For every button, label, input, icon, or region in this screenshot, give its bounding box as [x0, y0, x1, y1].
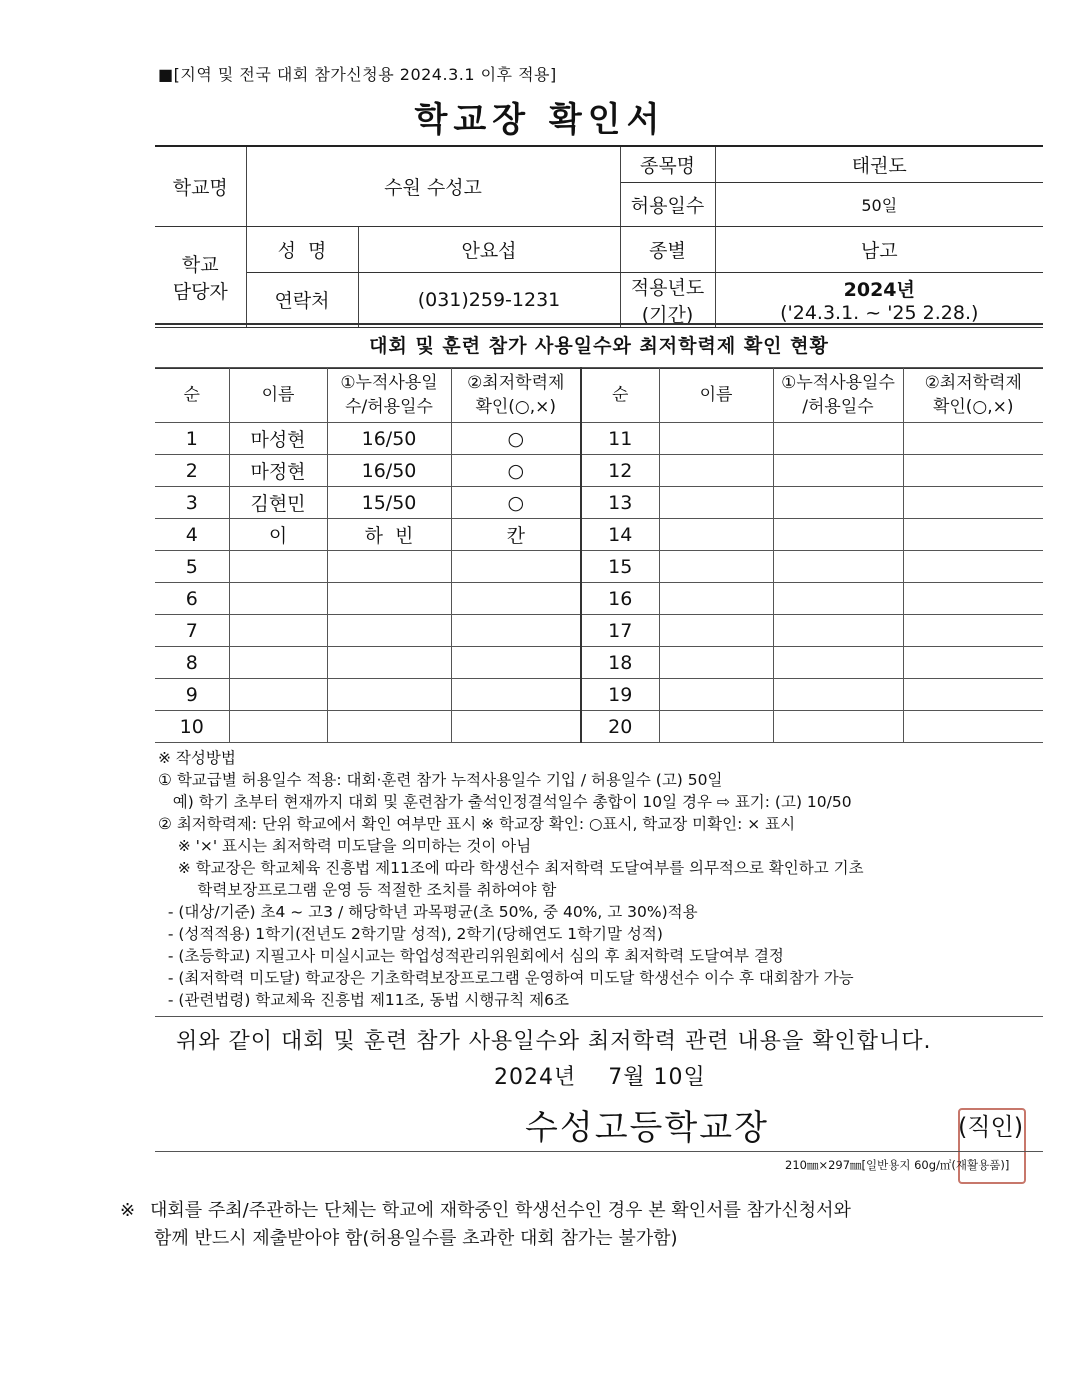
- manager-label: [155, 226, 246, 327]
- notes: [158, 747, 1058, 1011]
- roster-name-right: [659, 551, 773, 583]
- roster-check: [451, 647, 581, 679]
- roster-check-right: [903, 423, 1043, 455]
- table-row: [155, 615, 1043, 647]
- roster-no: 7: [155, 615, 229, 647]
- sport-label: 종목명: [620, 146, 715, 182]
- roster-days-right: [773, 487, 903, 519]
- roster-no: 5: [155, 551, 229, 583]
- roster-days: [327, 583, 451, 615]
- roster-name-right: [659, 455, 773, 487]
- document-title: 학교장 확인서: [414, 100, 666, 140]
- gender-label: 종별: [620, 226, 715, 272]
- roster-no-right: 12: [581, 455, 659, 487]
- roster-check-right: [903, 615, 1043, 647]
- allowed-days-value: 50일: [715, 182, 1043, 226]
- note-line: ② 최저학력제: 단위 학교에서 확인 여부만 표시 ※ 학교장 확인: ○표시, 학교장 미확인: × 표시: [158, 815, 796, 833]
- sport-value: 태권도: [715, 146, 1043, 182]
- roster-check: [451, 711, 581, 743]
- footer-line1: 대회를 주최/주관하는 단체는 학교에 재학중인 학생선수인 경우 본 확인서를 참가신청서와: [150, 1200, 851, 1221]
- roster-check-right: [903, 455, 1043, 487]
- header-days: [327, 368, 451, 423]
- roster-days-right: [773, 519, 903, 551]
- signer-title: 수성고등학교장: [525, 1108, 769, 1148]
- roster-no-right: 18: [581, 647, 659, 679]
- name-label: 성 명: [246, 226, 358, 272]
- roster-table: [155, 367, 1043, 743]
- roster-no-right: 11: [581, 423, 659, 455]
- note-line: 예) 학기 초부터 현재까지 대회 및 훈련참가 출석인정결석일수 총합이 10일 경우 ⇨ 표기: (고) 10/50: [158, 793, 852, 811]
- note-line: ※ '×' 표시는 최저학력 미도달을 의미하는 것이 아님: [158, 837, 532, 855]
- roster-check: ○: [451, 423, 581, 455]
- roster-check: [451, 615, 581, 647]
- roster-check-right: [903, 551, 1043, 583]
- roster-no: 6: [155, 583, 229, 615]
- roster-no-right: 16: [581, 583, 659, 615]
- table-row: [155, 647, 1043, 679]
- year-label-line2: (기간): [641, 303, 694, 326]
- table-row: [155, 551, 1043, 583]
- year-label-line1: 적용년도: [630, 276, 705, 299]
- roster-name: [229, 583, 327, 615]
- roster-days: [327, 615, 451, 647]
- roster-no-right: 13: [581, 487, 659, 519]
- roster-days-right: [773, 455, 903, 487]
- seal-label: (직인): [958, 1113, 1024, 1141]
- roster-no: 4: [155, 519, 229, 551]
- date-text: 2024년 7월 10일: [494, 1065, 706, 1090]
- year-label: [620, 272, 715, 327]
- table-row: [155, 455, 1043, 487]
- roster-days: 16/50: [327, 423, 451, 455]
- roster-days-right: [773, 711, 903, 743]
- table-row: [155, 423, 1043, 455]
- note-line: ※ 학교장은 학교체육 진흥법 제11조에 따라 학생선수 최저학력 도달여부를 의무적으로 확인하고 기초: [158, 859, 864, 877]
- roster-days-right: [773, 423, 903, 455]
- roster-no: 8: [155, 647, 229, 679]
- manager-label-line1: 학교: [181, 253, 219, 276]
- school-label: 학교명: [155, 146, 246, 226]
- roster-days-right: [773, 583, 903, 615]
- roster-no: 9: [155, 679, 229, 711]
- footer-note: [120, 1197, 851, 1253]
- roster-check: ○: [451, 455, 581, 487]
- roster-days: 16/50: [327, 455, 451, 487]
- roster-no: 2: [155, 455, 229, 487]
- paper-spec: 210㎜×297㎜[일반용지 60g/㎡(재활용품)]: [785, 1158, 1010, 1172]
- roster-days: [327, 711, 451, 743]
- header-note: ■[지역 및 전국 대회 참가신청용 2024.3.1 이후 적용]: [158, 65, 557, 84]
- roster-days: 하 빈: [327, 519, 451, 551]
- roster-name: [229, 551, 327, 583]
- roster-name-right: [659, 679, 773, 711]
- note-line: - (성적적용) 1학기(전년도 2학기말 성적), 2학기(당해연도 1학기말 성적): [158, 925, 663, 943]
- note-line: - (최저학력 미도달) 학교장은 기초학력보장프로그램 운영하여 미도달 학생선수 이수 후 대회참가 가능: [158, 969, 854, 987]
- header-days-right: [773, 368, 903, 423]
- header-check-line1: ②최저학력제: [467, 373, 565, 393]
- header-name: 이름: [229, 368, 327, 423]
- note-line: ※ 작성방법: [158, 749, 236, 767]
- roster-name-right: [659, 423, 773, 455]
- note-line: - (초등학교) 지필고사 미실시교는 학업성적관리위원회에서 심의 후 최저학력 도달여부 결정: [158, 947, 784, 965]
- roster-check: [451, 583, 581, 615]
- header-days-line1: ①누적사용일: [340, 373, 438, 393]
- header-no: 순: [155, 368, 229, 423]
- header-check-line2: 확인(○,×): [475, 397, 557, 417]
- roster-name: [229, 647, 327, 679]
- roster-name-right: [659, 711, 773, 743]
- roster-days: [327, 679, 451, 711]
- header-check-right-line2: 확인(○,×): [932, 397, 1014, 417]
- roster-name: 이: [229, 519, 327, 551]
- roster-days: 15/50: [327, 487, 451, 519]
- table-row: [155, 679, 1043, 711]
- roster-check-right: [903, 487, 1043, 519]
- header-days-right-line1: ①누적사용일수: [781, 373, 895, 393]
- roster-check: ○: [451, 487, 581, 519]
- note-line: - (관련법령) 학교체육 진흥법 제11조, 동법 시행규칙 제6조: [158, 991, 569, 1009]
- allowed-days-label: 허용일수: [620, 182, 715, 226]
- roster-days: [327, 647, 451, 679]
- header-days-right-line2: /허용일수: [802, 397, 874, 417]
- info-table: [155, 145, 1043, 328]
- contact-label: 연락처: [246, 272, 358, 327]
- roster-no: 3: [155, 487, 229, 519]
- roster-name-right: [659, 647, 773, 679]
- footer-line2: 함께 반드시 제출받아야 함(허용일수를 초과한 대회 참가는 불가함): [154, 1228, 678, 1249]
- header-check: [451, 368, 581, 423]
- roster-no: 10: [155, 711, 229, 743]
- divider-top: [155, 1016, 1043, 1017]
- roster-name: 마정현: [229, 455, 327, 487]
- divider-bottom: [155, 1151, 1043, 1152]
- table-row: [155, 583, 1043, 615]
- header-no-right: 순: [581, 368, 659, 423]
- roster-no-right: 17: [581, 615, 659, 647]
- table-row: [155, 487, 1043, 519]
- roster-name: [229, 711, 327, 743]
- roster-name-right: [659, 487, 773, 519]
- roster-name: [229, 679, 327, 711]
- name-value: 안요섭: [358, 226, 620, 272]
- roster-check-right: [903, 583, 1043, 615]
- roster-name: 김현민: [229, 487, 327, 519]
- roster-name-right: [659, 583, 773, 615]
- roster-days-right: [773, 647, 903, 679]
- header-check-right-line1: ②최저학력제: [924, 373, 1022, 393]
- roster-name: 마성현: [229, 423, 327, 455]
- year-value-line1: 2024년: [843, 279, 915, 301]
- roster-check-right: [903, 679, 1043, 711]
- table-row: [155, 519, 1043, 551]
- roster-name-right: [659, 519, 773, 551]
- roster-check-right: [903, 519, 1043, 551]
- roster-days-right: [773, 551, 903, 583]
- year-value: [715, 272, 1043, 327]
- roster-no-right: 15: [581, 551, 659, 583]
- school-value: 수원 수성고: [246, 146, 620, 226]
- confirm-text: 위와 같이 대회 및 훈련 참가 사용일수와 최저학력 관련 내용을 확인합니다.: [176, 1029, 932, 1054]
- roster-name: [229, 615, 327, 647]
- note-line: 학력보장프로그램 운영 등 적절한 조치를 취하여야 함: [158, 881, 557, 899]
- roster-name-right: [659, 615, 773, 647]
- roster-check-right: [903, 711, 1043, 743]
- roster-no-right: 14: [581, 519, 659, 551]
- header-days-line2: 수/허용일수: [345, 397, 433, 417]
- roster-check: [451, 551, 581, 583]
- roster-days: [327, 551, 451, 583]
- roster-check: [451, 679, 581, 711]
- header-check-right: [903, 368, 1043, 423]
- section-title: 대회 및 훈련 참가 사용일수와 최저학력제 확인 현황: [155, 323, 1043, 369]
- roster-days-right: [773, 615, 903, 647]
- note-line: ① 학교급별 허용일수 적용: 대회·훈련 참가 누적사용일수 기입 / 허용일수 (고) 50일: [158, 771, 723, 789]
- header-name-right: 이름: [659, 368, 773, 423]
- roster-no: 1: [155, 423, 229, 455]
- roster-no-right: 19: [581, 679, 659, 711]
- roster-check: 칸: [451, 519, 581, 551]
- year-value-line2: ('24.3.1. ~ '25 2.28.): [780, 302, 979, 324]
- note-line: - (대상/기준) 초4 ~ 고3 / 해당학년 과목평균(초 50%, 중 40%, 고 30%)적용: [158, 903, 698, 921]
- roster-no-right: 20: [581, 711, 659, 743]
- table-row: [155, 711, 1043, 743]
- roster-days-right: [773, 679, 903, 711]
- contact-value: (031)259-1231: [358, 272, 620, 327]
- gender-value: 남고: [715, 226, 1043, 272]
- roster-check-right: [903, 647, 1043, 679]
- footer-star: ※: [120, 1200, 136, 1221]
- manager-label-line2: 담당자: [172, 280, 228, 303]
